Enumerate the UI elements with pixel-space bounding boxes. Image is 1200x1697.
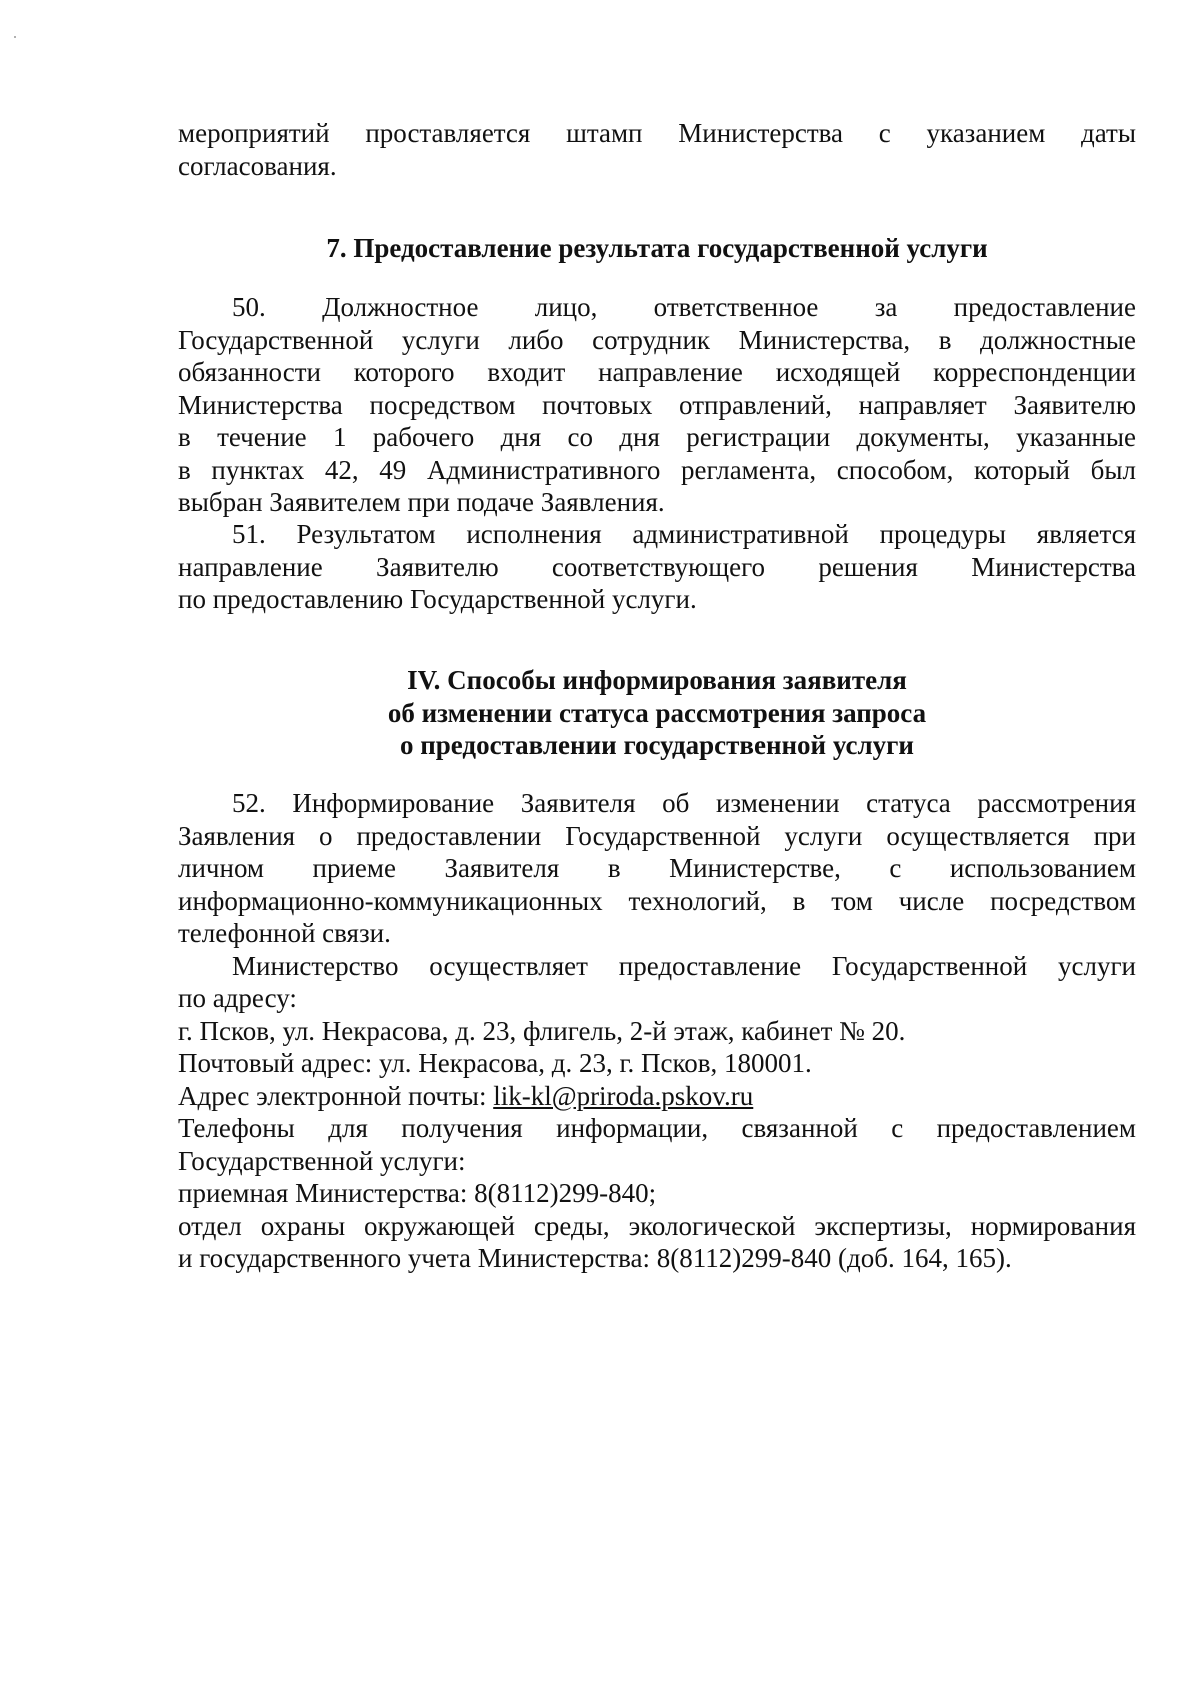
paragraph-line: направление Заявителю соответствующего решения Министерства [178,551,1136,582]
section-7-heading: 7. Предоставление результата государственной услуги [326,233,988,263]
department-phone-line: отдел охраны окружающей среды, экологической экспертизы, нормирования [178,1210,1136,1241]
paragraph-line: информационно-коммуникационных технологий, в том числе посредством [178,885,1136,916]
scan-speck [14,36,16,38]
paragraph-line: в пунктах 42, 49 Административного регламента, способом, который был [178,454,1136,485]
paragraph-line: обязанности которого входит направление исходящей корреспонденции [178,357,1136,387]
paragraph-51 [178,518,1136,616]
paragraph-line: Государственной услуги либо сотрудник Министерства, в должностные [178,324,1136,355]
paragraph-line: выбран Заявителем при подаче Заявления. [178,487,665,517]
paragraph-line: в течение 1 рабочего дня со дня регистрации документы, указанные [178,422,1136,452]
paragraph-line: по адресу: [178,983,297,1013]
email-line [178,1080,1136,1113]
paragraph-line: телефонной связи. [178,918,391,948]
paragraph-50 [178,291,1136,519]
email-label: Адрес электронной почты: [178,1080,494,1111]
continuation-paragraph [178,117,1136,182]
address-line: г. Псков, ул. Некрасова, д. 23, флигель, 2-й этаж, кабинет № 20. [178,1015,906,1046]
paragraph-line: по предоставлению Государственной услуги. [178,584,697,614]
paragraph-line: Государственной услуги: [178,1145,466,1176]
paragraph-line: 51. Результатом исполнения административной процедуры является [232,519,1136,549]
postal-address-line: Почтовый адрес: ул. Некрасова, д. 23, г. Псков, 180001. [178,1048,812,1078]
heading-line: IV. Способы информирования заявителя [407,665,907,695]
paragraph-line: 52. Информирование Заявителя об изменении статуса рассмотрения [232,788,1136,818]
heading-line: об изменении статуса рассмотрения запроса [387,697,927,728]
paragraph-line: Заявления о предоставлении Государственной услуги осуществляется при [178,820,1136,851]
reception-phone-line: приемная Министерства: 8(8112)299-840; [178,1178,657,1208]
heading-line: о предоставлении государственной услуги [399,730,914,760]
paragraph-line: Телефоны для получения информации, связанной с предоставлением [178,1113,1136,1143]
paragraph-52 [178,787,1136,1275]
department-phone-line: и государственного учета Министерства: 8(8112)299-840 (доб. 164, 165). [178,1243,1012,1273]
paragraph-line: личном приеме Заявителя в Министерстве, с использованием [178,853,1136,883]
paragraph-line: мероприятий проставляется штамп Министерства с указанием даты [178,118,1136,148]
paragraph-line: 50. Должностное лицо, ответственное за предоставление [232,292,1136,322]
email-link[interactable]: lik-kl@priroda.pskov.ru [493,1080,754,1111]
paragraph-line: согласования. [178,150,337,181]
section-4-heading [178,664,1136,762]
paragraph-line: Министерство осуществляет предоставление Государственной услуги [232,950,1136,981]
paragraph-line: Министерства посредством почтовых отправлений, направляет Заявителю [178,389,1136,420]
